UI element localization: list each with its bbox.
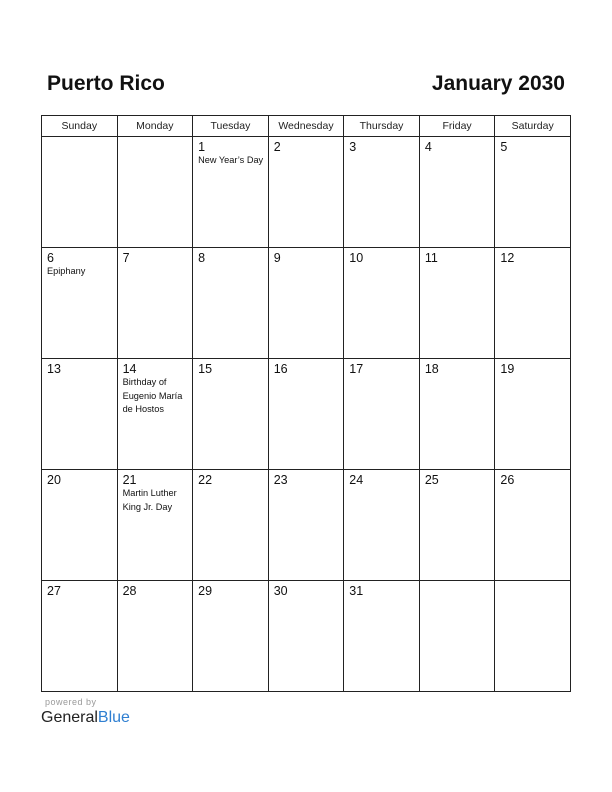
weekday-monday: Monday	[117, 116, 193, 137]
day-number: 21	[122, 473, 137, 487]
day-cell	[268, 248, 344, 359]
day-cell	[193, 470, 269, 581]
day-number: 17	[349, 362, 364, 376]
day-number: 29	[198, 584, 213, 598]
day-cell	[193, 581, 269, 692]
week-row	[42, 470, 571, 581]
holiday-label: Martin Luther King Jr. Day	[122, 488, 177, 512]
weekday-wednesday: Wednesday	[268, 116, 344, 137]
weekday-friday: Friday	[419, 116, 495, 137]
day-number: 27	[47, 584, 61, 598]
day-number: 19	[500, 362, 515, 376]
day-number: 23	[273, 473, 288, 487]
holiday-label: New Year’s Day	[198, 155, 264, 165]
weekday-tuesday: Tuesday	[193, 116, 269, 137]
day-number: 2	[273, 140, 281, 154]
day-cell	[268, 359, 344, 470]
holiday-label: Birthday of Eugenio María de Hostos	[122, 377, 183, 414]
day-cell	[344, 248, 420, 359]
day-cell	[42, 359, 118, 470]
day-cell	[117, 137, 193, 248]
day-cell	[344, 359, 420, 470]
day-cell	[495, 581, 571, 692]
day-number: 13	[47, 362, 61, 376]
day-number: 26	[500, 473, 515, 487]
day-number: 25	[424, 473, 439, 487]
day-cell	[193, 137, 269, 248]
day-number: 24	[349, 473, 364, 487]
day-cell	[42, 470, 118, 581]
day-cell	[268, 470, 344, 581]
day-number	[495, 581, 570, 584]
day-number	[420, 581, 495, 584]
day-number: 8	[198, 251, 206, 265]
calendar-grid	[41, 115, 571, 692]
day-number: 16	[273, 362, 288, 376]
day-number: 15	[198, 362, 213, 376]
day-number	[42, 137, 117, 140]
day-number: 6	[47, 251, 54, 265]
weekday-thursday: Thursday	[344, 116, 420, 137]
day-cell	[419, 359, 495, 470]
weekday-sunday: Sunday	[42, 116, 118, 137]
day-number: 18	[424, 362, 439, 376]
day-cell	[495, 470, 571, 581]
day-cell	[117, 248, 193, 359]
day-cell	[117, 359, 193, 470]
day-cell	[117, 581, 193, 692]
day-cell	[495, 359, 571, 470]
day-cell	[193, 248, 269, 359]
day-cell	[42, 137, 118, 248]
day-cell	[495, 248, 571, 359]
day-cell	[419, 137, 495, 248]
month-year-title: January 2030	[431, 72, 565, 95]
day-cell	[268, 581, 344, 692]
day-cell	[117, 470, 193, 581]
week-row	[42, 359, 571, 470]
day-number: 10	[349, 251, 364, 265]
day-cell	[344, 137, 420, 248]
day-number: 31	[349, 584, 364, 598]
day-number	[118, 137, 193, 140]
day-number: 22	[198, 473, 213, 487]
day-number: 11	[424, 251, 438, 265]
day-cell	[419, 581, 495, 692]
generalblue-logo[interactable]	[41, 708, 130, 728]
week-row	[42, 137, 571, 248]
day-cell	[42, 581, 118, 692]
day-number: 9	[273, 251, 281, 265]
day-number: 28	[122, 584, 137, 598]
weekday-saturday: Saturday	[495, 116, 571, 137]
day-number: 4	[424, 140, 432, 154]
day-cell	[419, 248, 495, 359]
week-row	[42, 581, 571, 692]
powered-by-text: powered by	[45, 697, 97, 707]
day-cell	[419, 470, 495, 581]
day-number: 12	[500, 251, 515, 265]
day-cell	[42, 248, 118, 359]
day-cell	[193, 359, 269, 470]
region-title: Puerto Rico	[47, 72, 165, 95]
day-number: 7	[122, 251, 130, 265]
holiday-label: Epiphany	[47, 266, 86, 276]
day-cell	[344, 581, 420, 692]
day-number: 14	[122, 362, 137, 376]
day-number: 3	[349, 140, 357, 154]
day-number: 20	[47, 473, 61, 487]
brand-blue-text: Blue	[97, 709, 130, 726]
day-number: 5	[500, 140, 508, 154]
day-cell	[268, 137, 344, 248]
brand-general-text: General	[41, 709, 98, 726]
day-cell	[344, 470, 420, 581]
day-cell	[495, 137, 571, 248]
day-number: 30	[273, 584, 288, 598]
day-number: 1	[198, 140, 206, 154]
week-row	[42, 248, 571, 359]
weekday-header-row	[42, 116, 571, 137]
